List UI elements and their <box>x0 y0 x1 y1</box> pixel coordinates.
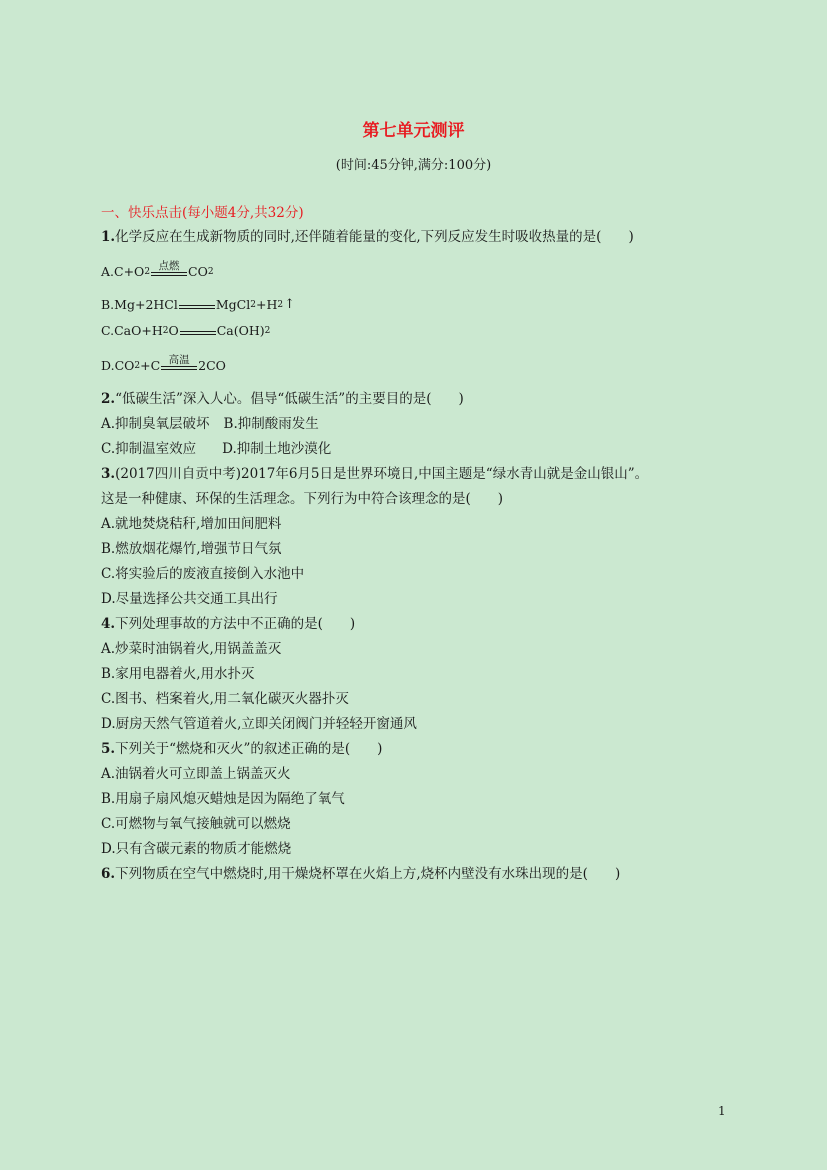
subscript: 2 <box>144 267 151 277</box>
question-number: 5. <box>101 741 116 757</box>
products: +H <box>255 297 278 312</box>
question-4 <box>101 614 741 639</box>
equation <box>101 295 295 315</box>
subscript: 2 <box>250 300 256 310</box>
condition-label: 高温 <box>168 354 190 366</box>
reaction-condition <box>151 261 187 282</box>
equals-sign <box>180 331 216 335</box>
equals-sign <box>161 366 197 370</box>
products: 2CO <box>198 358 226 373</box>
question-6 <box>101 864 741 889</box>
question-number: 2. <box>101 391 116 407</box>
option-1a <box>101 257 741 295</box>
option-3a: A.就地焚烧秸秆,增加田间肥料 <box>101 516 282 532</box>
exam-info: (时间:45分钟,满分:100分) <box>335 158 492 173</box>
question-3 <box>101 464 741 489</box>
question-text: 化学反应在生成新物质的同时,还伴随着能量的变化,下列反应发生时吸收热量的是( ) <box>115 229 634 245</box>
options-2cd <box>101 439 741 464</box>
option-4d: D.厨房天然气管道着火,立即关闭阀门并轻轻开窗通风 <box>101 716 417 732</box>
question-text: 下列处理事故的方法中不正确的是( ) <box>115 616 356 632</box>
equals-sign <box>179 305 215 309</box>
option-5c: C.可燃物与氧气接触就可以燃烧 <box>101 816 291 832</box>
question-1 <box>101 227 741 257</box>
subscript: 2 <box>277 300 284 310</box>
equation <box>101 321 270 341</box>
option-3b: B.燃放烟花爆竹,增强节日气氛 <box>101 541 282 557</box>
equation <box>101 261 214 282</box>
question-text: 下列物质在空气中燃烧时,用干燥烧杯罩在火焰上方,烧杯内壁没有水珠出现的是( ) <box>115 866 621 882</box>
option-2a: A.抑制臭氧层破坏 <box>101 416 210 432</box>
page-title: 第七单元测评 <box>362 121 465 141</box>
question-number: 4. <box>101 616 116 632</box>
question-5 <box>101 739 741 764</box>
option-4a: A.炒菜时油锅着火,用锅盖盖灭 <box>101 641 282 657</box>
option-5a: A.油锅着火可立即盖上锅盖灭火 <box>101 766 291 782</box>
question-text: 这是一种健康、环保的生活理念。下列行为中符合该理念的是( ) <box>101 491 504 507</box>
option-label: C. <box>101 323 115 338</box>
subscript: 2 <box>134 361 141 371</box>
reactants: Mg+2HCl <box>114 297 178 312</box>
option-3d: D.尽量选择公共交通工具出行 <box>101 591 278 607</box>
option-5d: D.只有含碳元素的物质才能燃烧 <box>101 841 292 857</box>
reactants: C+O <box>114 264 145 279</box>
gas-arrow-icon: ↑ <box>284 297 295 312</box>
page-number: 1 <box>718 1104 726 1118</box>
question-2 <box>101 389 741 414</box>
option-4b: B.家用电器着火,用水扑灭 <box>101 666 255 682</box>
question-number: 3. <box>101 466 116 482</box>
reactants: O <box>168 323 179 338</box>
condition-label: 点燃 <box>158 260 180 272</box>
question-3-cont <box>101 489 741 514</box>
option-5b: B.用扇子扇风熄灭蜡烛是因为隔绝了氧气 <box>101 791 345 807</box>
products: Ca(OH) <box>216 323 265 338</box>
equation <box>101 355 226 376</box>
subscript: 2 <box>264 326 271 336</box>
equals-sign <box>151 272 187 276</box>
option-2b: B.抑制酸雨发生 <box>223 416 319 432</box>
questions-body <box>101 203 741 889</box>
products: MgCl <box>215 297 251 312</box>
reactants: CaO+H <box>114 323 163 338</box>
question-text: “低碳生活”深入人心。倡导“低碳生活”的主要目的是( ) <box>115 391 464 407</box>
subscript: 2 <box>162 326 169 336</box>
question-number: 1. <box>101 229 116 245</box>
reaction-condition <box>161 355 197 376</box>
question-text: (2017四川自贡中考)2017年6月5日是世界环境日,中国主题是“绿水青山就是金山银山”。 <box>115 466 649 482</box>
option-label: A. <box>101 264 115 279</box>
question-number: 6. <box>101 866 116 882</box>
products: CO <box>188 264 208 279</box>
option-2c: C.抑制温室效应 <box>101 441 197 457</box>
option-1b <box>101 295 741 321</box>
question-text: 下列关于“燃烧和灭火”的叙述正确的是( ) <box>115 741 383 757</box>
option-1c <box>101 321 741 351</box>
option-4c: C.图书、档案着火,用二氧化碳灭火器扑灭 <box>101 691 349 707</box>
options-2ab <box>101 414 741 439</box>
reactants: CO <box>114 358 135 373</box>
option-label: B. <box>101 297 115 312</box>
reactants: +C <box>140 358 161 373</box>
option-3c: C.将实验后的废液直接倒入水池中 <box>101 566 305 582</box>
option-2d: D.抑制土地沙漠化 <box>222 441 332 457</box>
subscript: 2 <box>207 267 214 277</box>
section-heading: 一、快乐点击(每小题4分,共32分) <box>101 205 304 221</box>
option-label: D. <box>101 358 115 373</box>
option-1d <box>101 351 741 389</box>
